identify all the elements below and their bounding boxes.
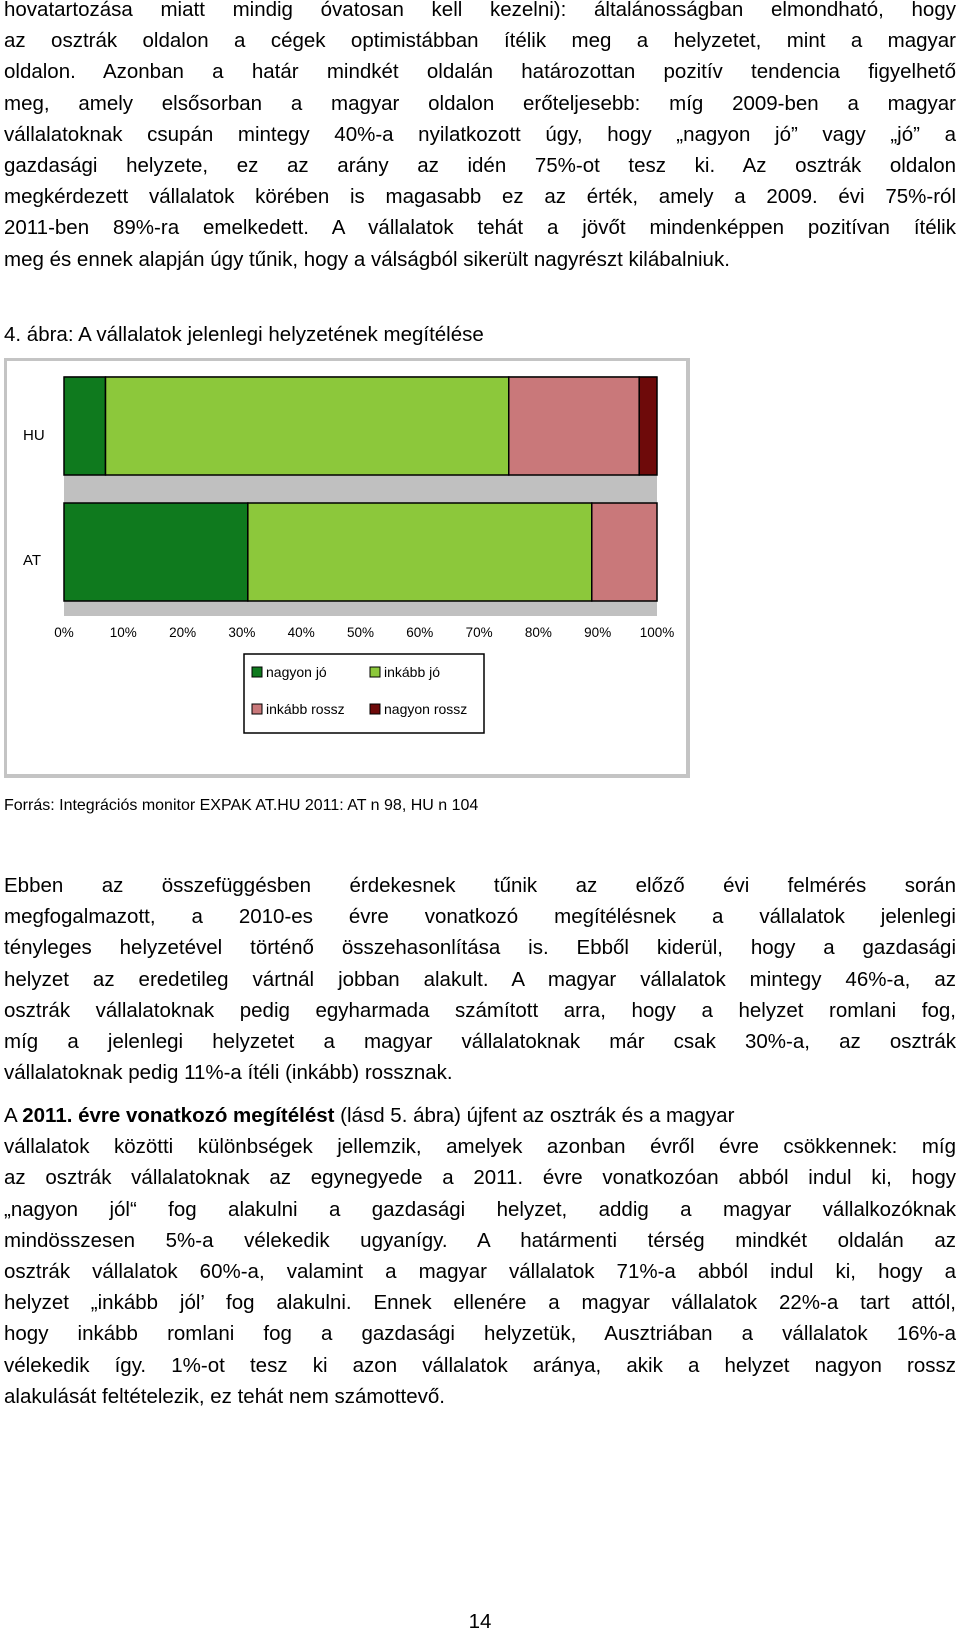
- figure-caption: 4. ábra: A vállalatok jelenlegi helyzetének megítélése: [4, 323, 484, 346]
- paragraph-comparison: [4, 870, 956, 1088]
- paragraph-intro-line: gazdasági helyzete, ez az arány az idén 75%-ot tesz ki. Az osztrák oldalon: [4, 154, 956, 178]
- paragraph-2011-outlook-line: „nagyon jól“ fog alakulni a gazdasági helyzet, addig a magyar vállalkozóknak: [4, 1197, 956, 1221]
- paragraph-intro-line: meg és ennek alapján úgy tűnik, hogy a válságból sikerült nagyrészt kilábalniuk.: [4, 247, 730, 271]
- category-label-hu: HU: [23, 427, 45, 444]
- x-tick-label: 80%: [524, 625, 552, 640]
- bar-at-inkább-rossz: [592, 503, 657, 601]
- legend-label-inkább-rossz: inkább rossz: [266, 701, 345, 717]
- paragraph-comparison-line: megfogalmazott, a 2010-es évre vonatkozó megítélésnek a vállalatok jelenlegi: [4, 905, 956, 929]
- paragraph-intro-line: hovatartozása miatt mindig óvatosan kell kezelni): általánosságban elmondható, hogy: [4, 0, 956, 21]
- line-prefix: A: [4, 1104, 23, 1127]
- paragraph-2011-outlook-line: hogy inkább romlani fog a gazdasági helyzetük, Ausztriában a vállalatok 16%-a: [4, 1322, 956, 1346]
- x-tick-label: 40%: [287, 625, 315, 640]
- paragraph-comparison-line: tényleges helyzetével történő összehasonlítása is. Ebből kiderül, hogy a gazdasági: [4, 936, 956, 960]
- paragraph-comparison-line: Ebben az összefüggésben érdekesnek tűnik az előző évi felmérés során: [4, 874, 956, 897]
- x-tick-label: 30%: [228, 625, 256, 640]
- category-label-at: AT: [23, 552, 42, 569]
- x-tick-label: 20%: [169, 625, 197, 640]
- bar-hu-inkább-rossz: [509, 377, 639, 475]
- stacked-bar-chart: [7, 361, 687, 775]
- paragraph-2011-outlook-line: mindösszesen 5%-a vélekedik ugyanígy. A határmenti térség mindkét oldalán az: [4, 1228, 956, 1252]
- paragraph-comparison-line: míg a jelenlegi helyzetet a magyar vállalatoknak már csak 30%-a, az osztrák: [4, 1030, 956, 1054]
- paragraph-2011-outlook-line: helyzet „inkább jól’ fog alakulni. Ennek ellenére a magyar vállalatok 22%-a tart attól,: [4, 1291, 956, 1315]
- legend-swatch-nagyon-rossz: [370, 704, 380, 714]
- x-tick-label: 0%: [54, 625, 74, 640]
- line-suffix: (lásd 5. ábra) újfent az osztrák és a magyar: [334, 1104, 735, 1127]
- paragraph-intro-line: meg, amely elsősorban a magyar oldalon erőteljesebb: míg 2009-ben a magyar: [4, 91, 956, 115]
- paragraph-2011-outlook-line: osztrák vállalatok 60%-a, valamint a magyar vállalatok 71%-a abból indul ki, hogy a: [4, 1260, 956, 1284]
- paragraph-intro-line: 2011-ben 89%-ra emelkedett. A vállalatok tehát a jövőt mindenképpen pozitívan ítélik: [4, 216, 956, 240]
- bar-at-inkább-jó: [248, 503, 592, 601]
- x-tick-label: 90%: [584, 625, 612, 640]
- page-number: 14: [468, 1610, 492, 1633]
- bar-hu-nagyon-rossz: [639, 377, 657, 475]
- paragraph-comparison-line: helyzet az eredetileg vártnál jobban alakult. A magyar vállalatok mintegy 46%-a, az: [4, 967, 956, 991]
- paragraph-2011-outlook-line: vállalatok közötti különbségek jellemzik, amelyek azonban évről évre csökkennek: míg: [4, 1135, 956, 1159]
- figure-source: Forrás: Integrációs monitor EXPAK AT.HU 2011: AT n 98, HU n 104: [4, 797, 479, 814]
- bar-hu-nagyon-jó: [64, 377, 106, 475]
- paragraph-intro-line: megkérdezett vállalatok körében is magasabb ez az érték, amely a 2009. évi 75%-ról: [4, 185, 956, 209]
- x-tick-label: 10%: [109, 625, 137, 640]
- paragraph-2011-outlook: [4, 1100, 956, 1412]
- paragraph-2011-outlook-line: alakulását feltételezik, ez tehát nem számottevő.: [4, 1384, 445, 1408]
- paragraph-2011-outlook-line: [4, 1100, 956, 1131]
- paragraph-intro: [4, 0, 956, 275]
- x-tick-label: 60%: [406, 625, 434, 640]
- paragraph-intro-line: az osztrák oldalon a cégek optimistábban ítélik meg a helyzetet, mint a magyar: [4, 29, 956, 53]
- legend-label-inkább-jó: inkább jó: [384, 664, 441, 680]
- x-tick-label: 100%: [639, 625, 675, 640]
- x-tick-label: 50%: [346, 625, 375, 640]
- paragraph-intro-line: oldalon. Azonban a határ mindkét oldalán határozottan pozitív tendencia figyelhető: [4, 60, 956, 84]
- legend-swatch-nagyon-jó: [252, 667, 262, 677]
- chart-frame: [4, 358, 690, 778]
- paragraph-intro-line: vállalatoknak csupán mintegy 40%-a nyilatkozott úgy, hogy „nagyon jó” vagy „jó” a: [4, 122, 956, 146]
- paragraph-comparison-line: vállalatoknak pedig 11%-a ítéli (inkább) rossznak.: [4, 1061, 453, 1085]
- x-tick-label: 70%: [465, 625, 493, 640]
- bar-hu-inkább-jó: [106, 377, 509, 475]
- bar-at-nagyon-jó: [64, 503, 248, 601]
- paragraph-2011-outlook-line: az osztrák vállalatoknak az egynegyede a 2011. évre vonatkozóan abból indul ki, hogy: [4, 1166, 956, 1190]
- paragraph-comparison-line: osztrák vállalatoknak pedig egyharmada számított arra, hogy a helyzet romlani fog,: [4, 998, 956, 1022]
- legend-label-nagyon-rossz: nagyon rossz: [384, 701, 468, 717]
- legend-swatch-inkább-jó: [370, 667, 380, 677]
- emphasis-2011-outlook: 2011. évre vonatkozó megítélést: [22, 1104, 335, 1127]
- paragraph-2011-outlook-line: vélekedik így. 1%-ot tesz ki azon vállalatok aránya, akik a helyzet nagyon rossz: [4, 1353, 956, 1377]
- legend-swatch-inkább-rossz: [252, 704, 262, 714]
- legend-label-nagyon-jó: nagyon jó: [266, 664, 327, 680]
